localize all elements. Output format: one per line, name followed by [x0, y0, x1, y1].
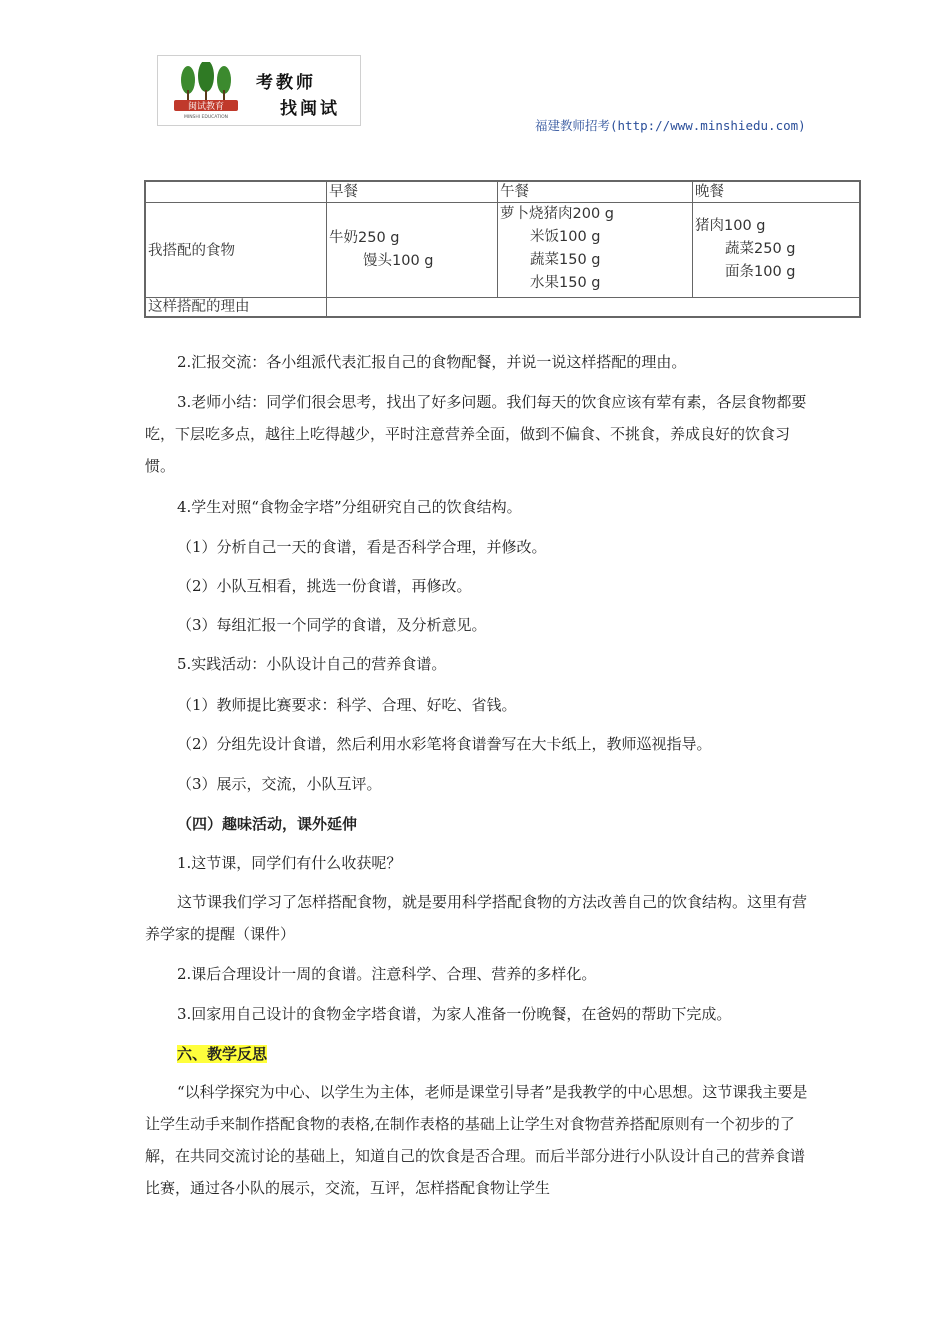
table-header-dinner: 晚餐: [693, 181, 861, 203]
paragraph: 3.老师小结：同学们很会思考，找出了好多问题。我们每天的饮食应该有荤有素，各层食物都要吃，下层吃多点，越往上吃得越少，平时注意营养全面，做到不偏食、不挑食，养成良好的饮食习惯。: [145, 393, 807, 475]
logo-slogan-1: 考教师: [256, 73, 316, 93]
paragraph: （2）小队互相看，挑选一份食谱，再修改。: [177, 577, 472, 595]
row-label-food: 我搭配的食物: [148, 243, 235, 259]
paragraph: （1）教师提比赛要求：科学、合理、好吃、省钱。: [177, 696, 517, 714]
table-row-reason: [145, 298, 860, 318]
paragraph: （3）每组汇报一个同学的食谱，及分析意见。: [177, 616, 487, 634]
table-header-cell: [145, 181, 327, 203]
paragraph: （3）展示，交流，小队互评。: [177, 775, 382, 793]
lunch-item: 米饭100 g: [530, 229, 601, 245]
section-heading-highlighted: [145, 1038, 815, 1070]
trees-logo-icon: [170, 62, 242, 120]
paragraph: 这节课我们学习了怎样搭配食物，就是要用科学搭配食物的方法改善自己的饮食结构。这里有营养学家的提醒（课件）: [145, 893, 808, 943]
table-header-row: [145, 181, 860, 203]
logo-slogan-2: 找闽试: [280, 99, 340, 119]
table-header-breakfast: 早餐: [327, 181, 498, 203]
table-cell-lunch: [498, 203, 693, 298]
table-cell-dinner: [693, 203, 861, 298]
paragraph: 4.学生对照“食物金字塔”分组研究自己的饮食结构。: [177, 498, 522, 516]
paragraph: “以科学探究为中心、以学生为主体，老师是课堂引导者”是我教学的中心思想。这节课我主要是让学生动手来制作搭配食物的表格,在制作表格的基础上让学生对食物营养搭配原则有一个初步的了解，在共同交流讨论的基础上，知道自己的饮食是否合理。而后半部分进行小队设计自己的营养食谱比赛，通过各小队的展示，交流，互评，怎样搭配食物让学生: [145, 1083, 808, 1197]
paragraph: 2.汇报交流：各小组派代表汇报自己的食物配餐，并说一说这样搭配的理由。: [177, 353, 687, 371]
meal-table: [144, 180, 861, 318]
dinner-item: 猪肉100 g: [695, 218, 766, 234]
dinner-item: 蔬菜250 g: [725, 241, 796, 257]
table-cell-label: [145, 203, 327, 298]
table-row-food: [145, 203, 860, 298]
logo: [157, 55, 361, 126]
paragraph: （2）分组先设计食谱，然后利用水彩笔将食谱誊写在大卡纸上，教师巡视指导。: [177, 735, 712, 753]
section-heading: （四）趣味活动，课外延伸: [177, 815, 358, 833]
table-cell-reason: [327, 298, 861, 318]
table-header-lunch: 午餐: [498, 181, 693, 203]
logo-brand-en: MINSHI EDUCATION: [183, 115, 229, 120]
header-link[interactable]: 福建教师招考(http://www.minshiedu.com): [535, 118, 806, 133]
row-label-reason: 这样搭配的理由: [145, 298, 327, 318]
lunch-item: 蔬菜150 g: [530, 252, 601, 268]
lunch-item: 水果150 g: [530, 275, 601, 291]
paragraph: （1）分析自己一天的食谱，看是否科学合理，并修改。: [177, 538, 547, 556]
paragraph: 2.课后合理设计一周的食谱。注意科学、合理、营养的多样化。: [177, 965, 597, 983]
dinner-item: 面条100 g: [725, 264, 796, 280]
lunch-item: 萝卜烧猪肉200 g: [500, 206, 614, 222]
breakfast-item: 牛奶250 g: [329, 230, 400, 246]
paragraph: 1.这节课，同学们有什么收获呢？: [177, 854, 402, 872]
logo-brand: 闽试教育: [187, 102, 225, 112]
breakfast-item: 馒头100 g: [363, 253, 434, 269]
paragraph: 5.实践活动：小队设计自己的营养食谱。: [177, 655, 447, 673]
highlighted-heading: 六、教学反思: [177, 1045, 268, 1063]
paragraph: 3.回家用自己设计的食物金字塔食谱，为家人准备一份晚餐，在爸妈的帮助下完成。: [177, 1005, 732, 1023]
table-cell-breakfast: [327, 203, 498, 298]
